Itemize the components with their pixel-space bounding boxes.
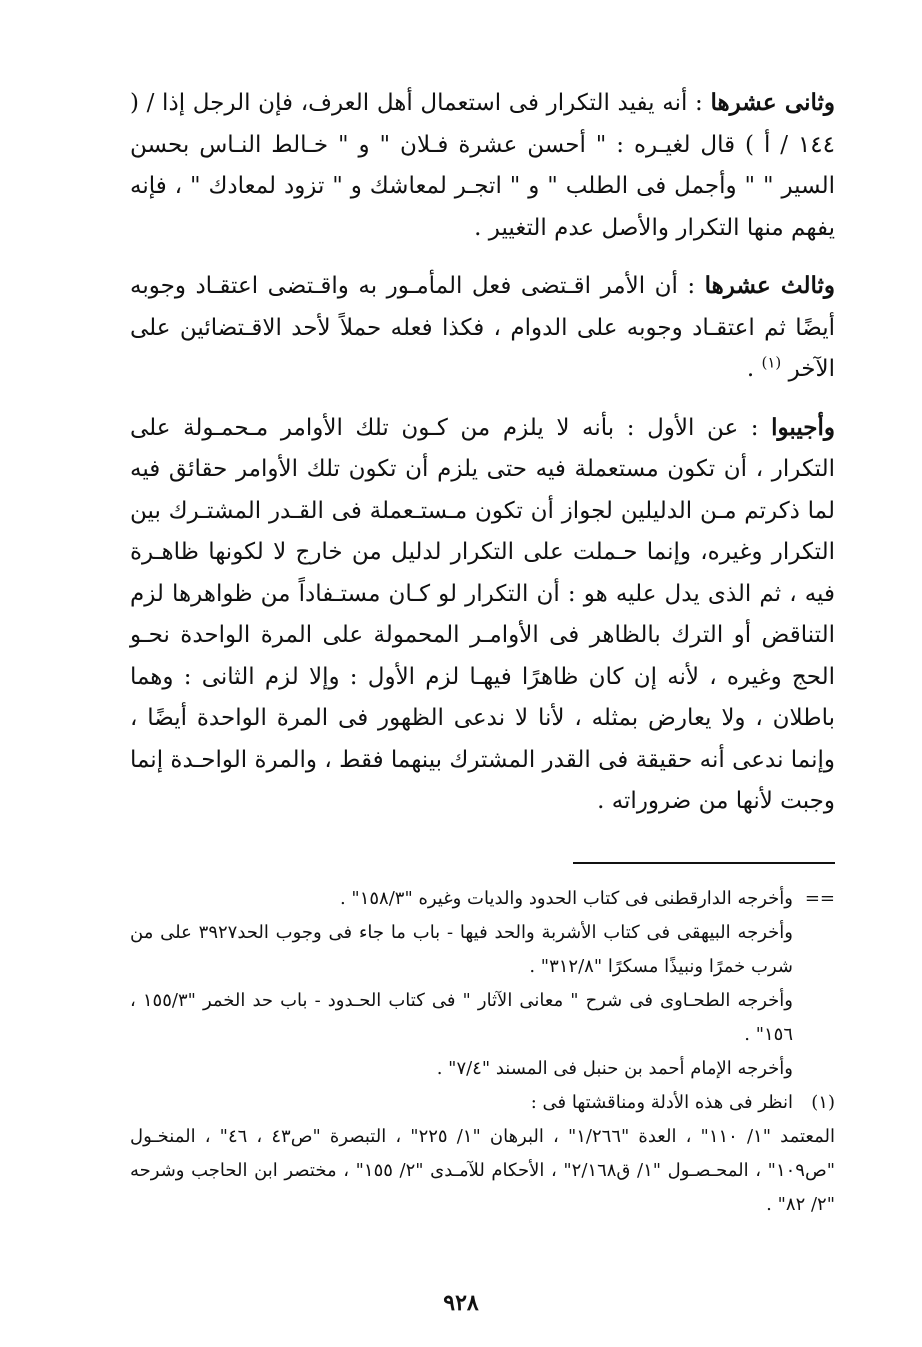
- paragraph-2: [130, 265, 835, 391]
- main-text: [130, 82, 835, 839]
- paragraph-1-heading: وثانى عشرها: [710, 89, 835, 116]
- paragraph-3: [130, 407, 835, 823]
- paragraph-2-tail: .: [746, 356, 762, 382]
- continuation-marker: ==: [804, 888, 835, 909]
- footnote-line: انظر فى هذه الأدلة ومناقشتها فى :: [530, 1092, 793, 1113]
- footnote-line: وأخرجه الإمام أحمد بن حنبل فى المسند "٧/٤" .: [436, 1058, 793, 1079]
- footnote-ref-1[interactable]: (١): [761, 353, 782, 372]
- footnote-1: [130, 1086, 835, 1222]
- paragraph-1: [130, 82, 835, 249]
- paragraph-1-body: : أنه يفيد التكرار فى استعمال أهل العرف، فإن الرجل إذا / ( ١٤٤ / أ ) قال لغيـره : " أحسن عشرة فـلان " و " خـالط النـاس بحسن السير " " وأجمل فى الطلب " و " اتجـر لمعاشك و " تزود لمعادك " ، فإنه يفهم منها التكرار والأصل عدم التغيير .: [130, 90, 835, 241]
- footnote-1-marker: (١): [811, 1092, 835, 1113]
- footnote-line: وأخرجه البيهقى فى كتاب الأشربة والحد فيها - باب ما جاء فى وجوب الحد٣٩٢٧ على من شرب خمرًا ونبيذًا مسكرًا "٣١٢/٨" .: [130, 922, 793, 977]
- paragraph-2-heading: وثالث عشرها: [704, 272, 835, 299]
- footnote-line: المعتمد "١/ ١١٠" ، العدة "١/٢٦٦" ، البرهان "١/ ٢٢٥" ، التبصرة "ص٤٣ ، ٤٦" ، المنخـول "ص١٠٩" ، المحـصـول "١/ ق٢/١٦٨" ، الأحكام للآمـدى "٢/ ١٥٥" ، مختصر ابن الحاجب وشرحه "٢/ ٨٢" .: [130, 1126, 835, 1215]
- paragraph-3-heading: وأجيبوا: [771, 413, 835, 441]
- footnote-separator: [573, 862, 835, 864]
- footnote-line: وأخرجه الطحـاوى فى شرح " معانى الآثار " فى كتاب الحـدود - باب حد الخمر "١٥٥/٣ ، ١٥٦" .: [130, 990, 793, 1045]
- paragraph-2-body: : أن الأمر اقـتضى فعل المأمـور به واقـتضى اعتقـاد وجوبه أيضًا ثم اعتقـاد وجوبه على الدوام ، فكذا فعله حملاً لأحد الاقـتضائين على الآخر: [130, 273, 835, 382]
- paragraph-3-body: : عن الأول : بأنه لا يلزم من كـون تلك الأوامر مـحمـولة على التكرار ، أن تكون مستعملة فيه حتى يلزم أن تكون تلك الأوامر حقائق فيه لما ذكرتم مـن الدليلين لجواز أن تكون مـستـعملة فى القـدر المشتـرك بين التكرار وغيره، وإنما حـملت على التكرار لدليل من خارج لا لكونها ظاهـرة فيه ، ثم الذى يدل عليه هو : أن التكرار لو كـان مستـفاداً من ظواهرها لزم التناقض أو الترك بالظاهر فى الأوامـر المحمولة على المرة الواحدة نحـو الحج وغيره ، لأنه إن كان ظاهرًا فيهـا لزم الأول : وإلا لزم الثانى : وهما باطلان ، ولا يعارض بمثله ، لأنا لا ندعى الظهور فى المرة الواحدة أيضًا ، وإنما ندعى أنه حقيقة فى القدر المشترك بينهما فقط ، والمرة الواحـدة إنما وجبت لأنها من ضروراته .: [130, 414, 835, 814]
- footnotes: [130, 882, 835, 1222]
- page-number: ٩٢٨: [443, 1290, 479, 1316]
- footnote-line: وأخرجه الدارقطنى فى كتاب الحدود والديات وغيره "١٥٨/٣" .: [339, 888, 793, 909]
- footnote-continuation: [130, 882, 835, 1086]
